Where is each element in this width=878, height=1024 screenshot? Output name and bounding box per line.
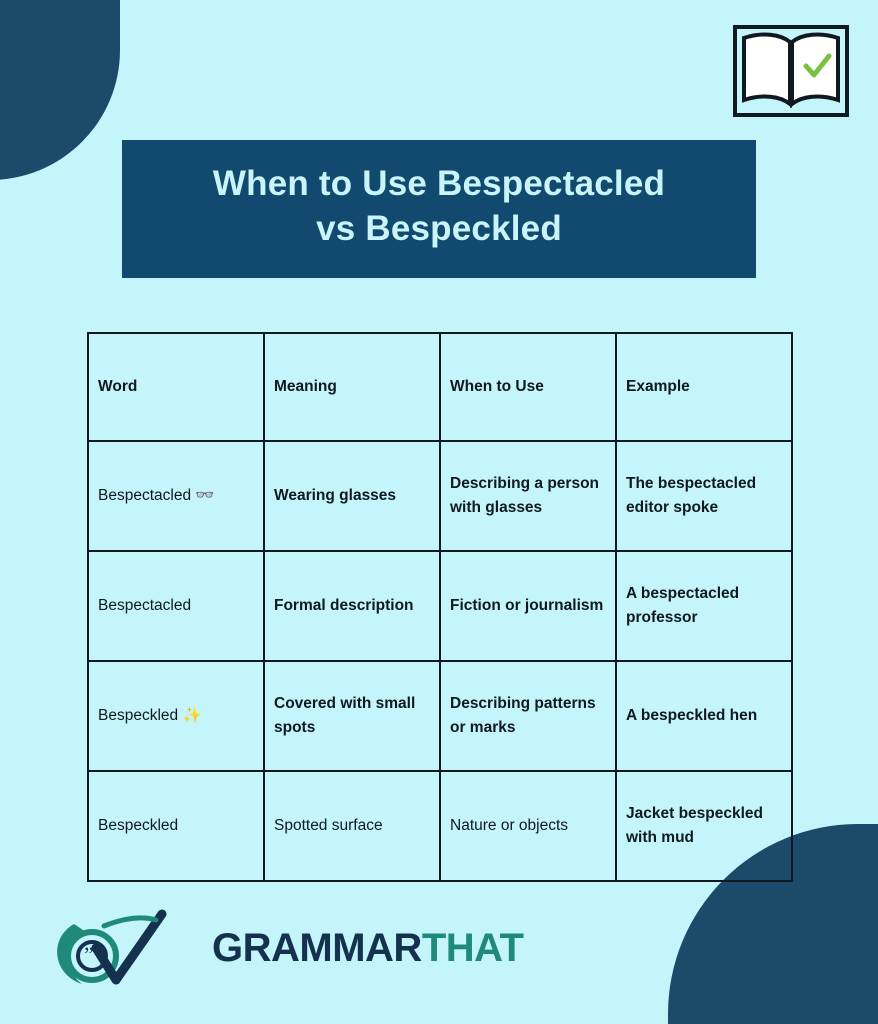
- table-header-row: [88, 333, 792, 441]
- cell-when: Nature or objects: [440, 771, 616, 881]
- cell-word: Bespectacled 👓: [88, 441, 264, 551]
- cell-meaning: Formal description: [264, 551, 440, 661]
- page-title-line-1: When to Use Bespectacled: [212, 164, 666, 203]
- table-header-when-to-use: When to Use: [440, 333, 616, 441]
- brand-name-part-2: THAT: [421, 926, 524, 970]
- brand-wordmark: [212, 926, 523, 971]
- table-row: [88, 551, 792, 661]
- page-title: [142, 162, 736, 252]
- cell-meaning: Spotted surface: [264, 771, 440, 881]
- table-row: [88, 771, 792, 881]
- cell-word: Bespeckled: [88, 771, 264, 881]
- cell-when: Describing a person with glasses: [440, 441, 616, 551]
- brand-name-part-1: GRAMMAR: [212, 926, 422, 970]
- open-book-check-icon: [732, 22, 850, 120]
- page-title-band: [122, 140, 756, 278]
- cell-example: Jacket bespeckled with mud: [616, 771, 792, 881]
- comparison-table: [87, 332, 793, 882]
- table-header-word: Word: [88, 333, 264, 441]
- cell-meaning: Wearing glasses: [264, 441, 440, 551]
- table-row: [88, 441, 792, 551]
- cell-when: Fiction or journalism: [440, 551, 616, 661]
- cell-meaning: Covered with small spots: [264, 661, 440, 771]
- cell-when: Describing patterns or marks: [440, 661, 616, 771]
- table-header-example: Example: [616, 333, 792, 441]
- cell-example: The bespectacled editor spoke: [616, 441, 792, 551]
- cell-example: A bespectacled professor: [616, 551, 792, 661]
- cell-word: Bespeckled ✨: [88, 661, 264, 771]
- cell-word: Bespectacled: [88, 551, 264, 661]
- logo-mark-icon: [44, 904, 204, 996]
- cell-example: A bespeckled hen: [616, 661, 792, 771]
- table-header-meaning: Meaning: [264, 333, 440, 441]
- decor-shape-top-left-secondary: [0, 0, 120, 180]
- page-title-line-2: vs Bespeckled: [316, 208, 562, 248]
- svg-text:”: ”: [84, 942, 94, 967]
- brand-logo: [44, 904, 524, 996]
- table-row: [88, 661, 792, 771]
